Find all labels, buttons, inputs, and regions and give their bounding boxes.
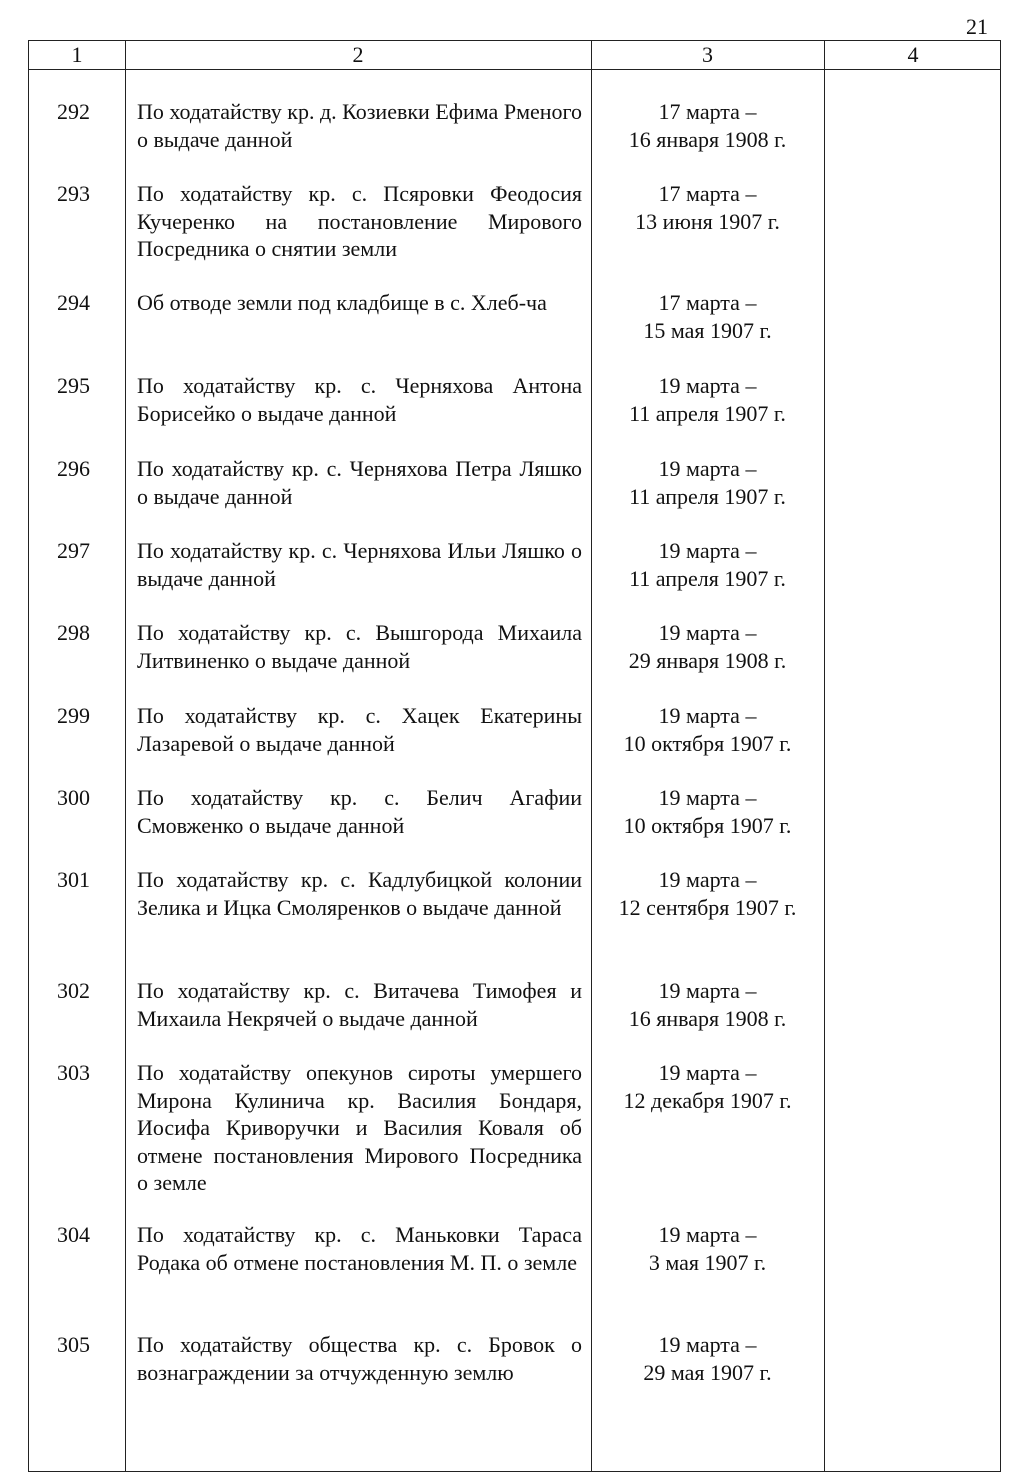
row-description: По ходатайству кр. с. Черняхова Ильи Ляшко о выдаче данной — [137, 538, 582, 591]
row-dates: 19 марта – 10 октября 1907 г. — [623, 703, 792, 756]
column-header-3: 3 — [702, 42, 713, 67]
row-dates: 17 марта – 16 января 1908 г. — [628, 99, 787, 152]
page-number: 21 — [966, 14, 988, 39]
row-description: По ходатайству кр. с. Вышгорода Михаила Литвиненко о выдаче данной — [137, 620, 582, 673]
row-number: 302 — [57, 978, 90, 1003]
row-description: По ходатайству кр. с. Витачева Тимофея и Михаила Некрячей о выдаче данной — [137, 978, 582, 1031]
row-number: 298 — [57, 620, 90, 645]
row-number: 303 — [57, 1060, 90, 1085]
row-dates: 19 марта – 11 апреля 1907 г. — [629, 373, 786, 426]
row-number: 293 — [57, 181, 90, 206]
table-header — [29, 41, 1000, 70]
column-divider — [125, 41, 126, 1471]
row-description: По ходатайству кр. с. Черняхова Петра Ляшко о выдаче данной — [137, 456, 582, 509]
row-number: 305 — [57, 1332, 90, 1357]
row-description: По ходатайству кр. с. Псяровки Феодосия Кучеренко на постановление Мирового Посредника о снятии земли — [137, 181, 582, 261]
row-dates: 19 марта – 29 мая 1907 г. — [643, 1332, 772, 1385]
row-number: 296 — [57, 456, 90, 481]
inventory-table — [28, 40, 1001, 1472]
row-description: По ходатайству опекунов сироты умершего Мирона Кулинича кр. Василия Бондаря, Иосифа Криворучки и Василия Коваля об отмене постановления Мирового Посредника о земле — [137, 1060, 582, 1195]
row-description: По ходатайству кр. д. Козиевки Ефима Рменого о выдаче данной — [137, 99, 582, 152]
row-description: По ходатайству кр. с. Белич Агафии Смовженко о выдаче данной — [137, 785, 582, 838]
row-number: 297 — [57, 538, 90, 563]
row-description: Об отводе земли под кладбище в с. Хлеб-ча — [137, 290, 547, 315]
row-dates: 19 марта – 11 апреля 1907 г. — [629, 456, 786, 509]
row-dates: 19 марта – 29 января 1908 г. — [628, 620, 787, 673]
row-dates: 17 марта – 13 июня 1907 г. — [635, 181, 780, 234]
row-number: 299 — [57, 703, 90, 728]
row-number: 292 — [57, 99, 90, 124]
row-dates: 19 марта – 11 апреля 1907 г. — [629, 538, 786, 591]
column-header-1: 1 — [71, 42, 83, 67]
row-description: По ходатайству общества кр. с. Бровок о вознаграждении за отчужденную землю — [137, 1332, 582, 1385]
column-header-2: 2 — [352, 42, 364, 67]
row-dates: 19 марта – 3 мая 1907 г. — [648, 1222, 767, 1275]
row-dates: 19 марта – 12 сентября 1907 г. — [618, 867, 797, 920]
row-dates: 19 марта – 12 декабря 1907 г. — [623, 1060, 792, 1113]
row-number: 301 — [57, 867, 90, 892]
row-dates: 19 марта – 16 января 1908 г. — [628, 978, 787, 1031]
row-number: 304 — [57, 1222, 90, 1247]
row-dates: 17 марта – 15 мая 1907 г. — [643, 290, 772, 343]
row-dates: 19 марта – 10 октября 1907 г. — [623, 785, 792, 838]
column-divider — [824, 41, 825, 1471]
row-number: 294 — [57, 290, 90, 315]
row-description: По ходатайству кр. с. Хацек Екатерины Лазаревой о выдаче данной — [137, 703, 582, 756]
row-number: 300 — [57, 785, 90, 810]
row-number: 295 — [57, 373, 90, 398]
row-description: По ходатайству кр. с. Маньковки Тараса Родака об отмене постановления М. П. о земле — [137, 1222, 582, 1275]
column-header-4: 4 — [907, 42, 919, 67]
row-description: По ходатайству кр. с. Кадлубицкой колонии Зелика и Ицка Смоляренков о выдаче данной — [137, 867, 582, 920]
row-description: По ходатайству кр. с. Черняхова Антона Борисейко о выдаче данной — [137, 373, 582, 426]
